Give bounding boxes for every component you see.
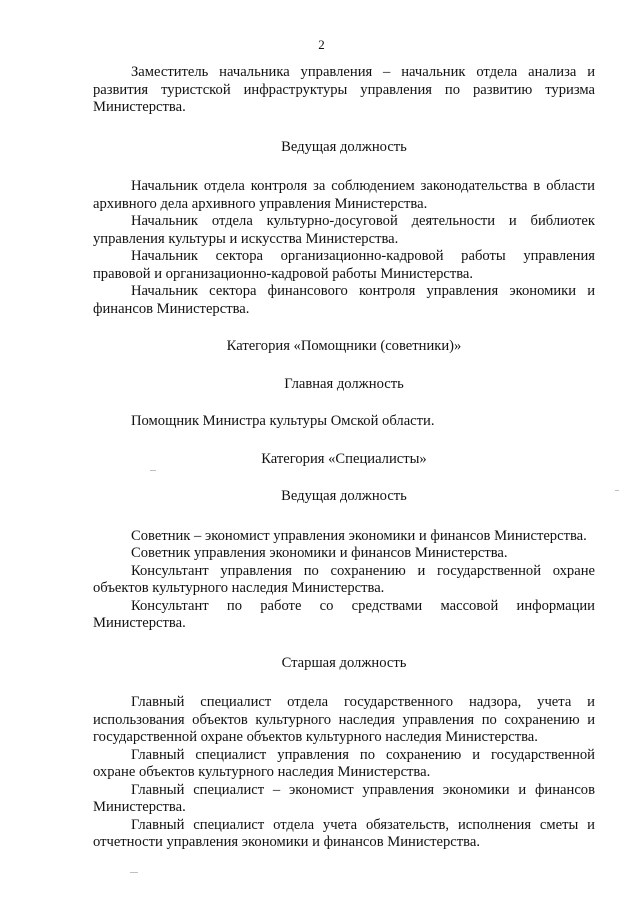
paragraph-hr-sector: Начальник сектора организационно-кадровой работы управления правовой и организационно-кадровой работы Министерства. xyxy=(93,248,595,282)
scan-artifact-line xyxy=(615,490,619,491)
paragraph-finance-control: Начальник сектора финансового контроля управления экономики и финансов Министерства. xyxy=(93,283,595,317)
scan-artifact-line xyxy=(150,470,156,471)
paragraph-chief-specialist-heritage: Главный специалист управления по сохранению и государственной охране объектов культурного наследия Министерства. xyxy=(93,746,595,780)
paragraph-deputy-head: Заместитель начальника управления – начальник отдела анализа и развития туристской инфраструктуры управления по развитию туризма Министерства. xyxy=(93,64,595,115)
page-number: 2 xyxy=(318,37,325,52)
heading-leading-position-2: Ведущая должность xyxy=(281,488,407,504)
paragraph-minister-assistant: Помощник Министра культуры Омской области. xyxy=(131,413,435,429)
paragraph-chief-specialist-supervision: Главный специалист отдела государственного надзора, учета и использования объектов культурного наследия управления по сохранению и государственной охране объектов культурного наследия Министерства. xyxy=(93,694,595,745)
paragraph-archive-control: Начальник отдела контроля за соблюдением законодательства в области архивного дела архивного управления Министерства. xyxy=(93,178,595,212)
paragraph-consultant-heritage: Консультант управления по сохранению и государственной охране объектов культурного наследия Министерства. xyxy=(93,562,595,596)
paragraph-advisor-finance: Советник управления экономики и финансов Министерства. xyxy=(131,545,508,561)
heading-category-specialists: Категория «Специалисты» xyxy=(261,450,427,467)
paragraph-advisor-economist: Советник – экономист управления экономики и финансов Министерства. xyxy=(131,527,587,544)
paragraph-culture-leisure: Начальник отдела культурно-досуговой деятельности и библиотек управления культуры и искусства Министерства. xyxy=(93,213,595,247)
paragraph-consultant-media: Консультант по работе со средствами массовой информации Министерства. xyxy=(93,597,595,631)
paragraph-chief-specialist-economist: Главный специалист – экономист управления экономики и финансов Министерства. xyxy=(93,781,595,815)
heading-main-position: Главная должность xyxy=(284,375,404,392)
heading-category-assistants: Категория «Помощники (советники)» xyxy=(226,338,462,354)
heading-senior-position: Старшая должность xyxy=(281,654,407,671)
heading-leading-position: Ведущая должность xyxy=(281,138,407,155)
paragraph-chief-specialist-accounting: Главный специалист отдела учета обязательств, исполнения сметы и отчетности управления экономики и финансов Министерства. xyxy=(93,816,595,850)
scan-artifact-line xyxy=(130,872,138,873)
